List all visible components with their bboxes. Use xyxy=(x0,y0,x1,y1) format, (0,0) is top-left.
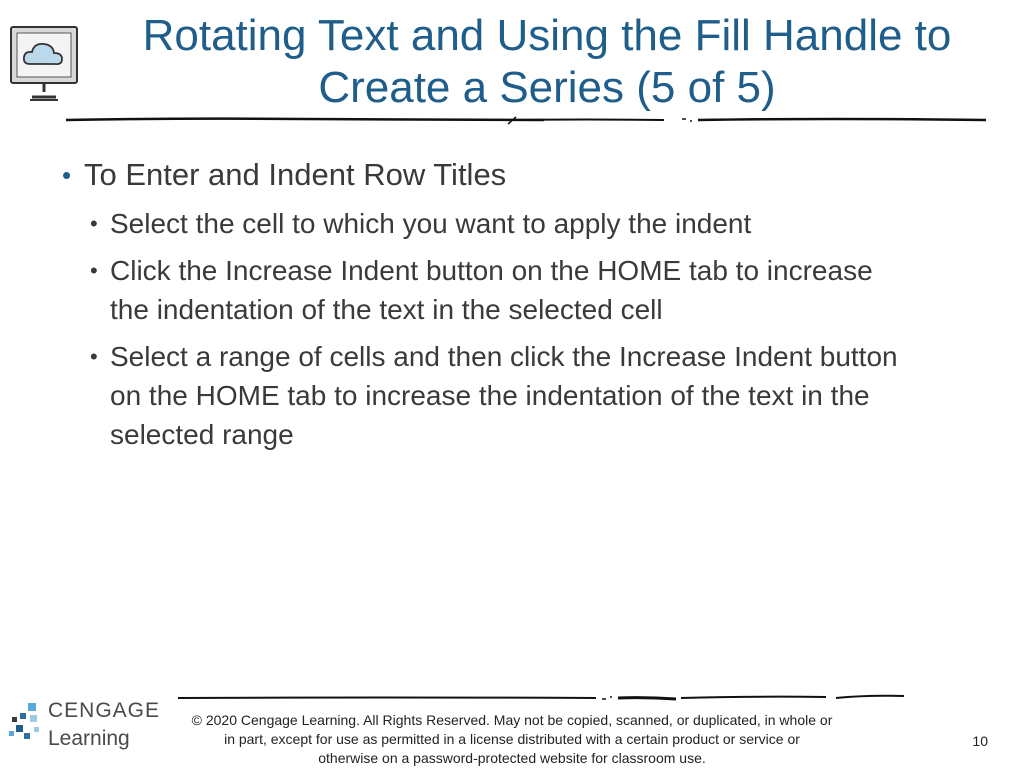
footer-divider xyxy=(176,690,906,704)
bullet-list xyxy=(62,156,1002,462)
bullet-dot: • xyxy=(90,344,98,369)
sub-bullet-text xyxy=(110,337,898,454)
copyright-line: in part, except for use as permitted in a license distributed with a certain product or service or xyxy=(224,731,800,747)
bullet-dot: • xyxy=(62,160,72,190)
copyright-line: © 2020 Cengage Learning. All Rights Reserved. May not be copied, scanned, or duplicated, in whole or xyxy=(191,712,833,728)
copyright-line: otherwise on a password-protected website for classroom use. xyxy=(318,750,706,766)
cloud-monitor-icon xyxy=(8,24,82,102)
page-number: 10 xyxy=(972,733,988,749)
cengage-mark-icon xyxy=(8,701,44,749)
sub-bullet-text xyxy=(110,204,751,243)
title-line-1: Rotating Text and Using the Fill Handle to xyxy=(142,11,952,60)
bullet-main xyxy=(62,156,1002,194)
sub-bullet-line: Select a range of cells and then click the Increase Indent button xyxy=(110,341,898,372)
logo-text-line-1: CENGAGE xyxy=(48,699,161,722)
logo-text-line-2: Learning xyxy=(48,727,130,750)
title-line-2: Create a Series (5 of 5) xyxy=(318,63,776,112)
sub-bullet-2 xyxy=(90,251,1002,329)
sub-bullet-line: the indentation of the text in the selected cell xyxy=(110,294,663,325)
bullet-dot: • xyxy=(90,258,98,283)
title-divider xyxy=(64,112,988,126)
bullet-dot: • xyxy=(90,211,98,236)
bullet-main-text: To Enter and Indent Row Titles xyxy=(84,157,507,192)
sub-bullet-line: Click the Increase Indent button on the HOME tab to increase xyxy=(110,255,873,286)
sub-bullet-text xyxy=(110,251,873,329)
sub-bullet-3 xyxy=(90,337,1002,454)
slide-title xyxy=(100,10,994,114)
sub-bullet-line: on the HOME tab to increase the indentation of the text in the xyxy=(110,380,870,411)
sub-bullet-1 xyxy=(90,204,1002,243)
sub-bullet-line: selected range xyxy=(110,419,294,450)
copyright-notice xyxy=(150,711,874,768)
sub-bullet-line: Select the cell to which you want to apply the indent xyxy=(110,208,752,239)
cengage-logo xyxy=(8,697,161,757)
